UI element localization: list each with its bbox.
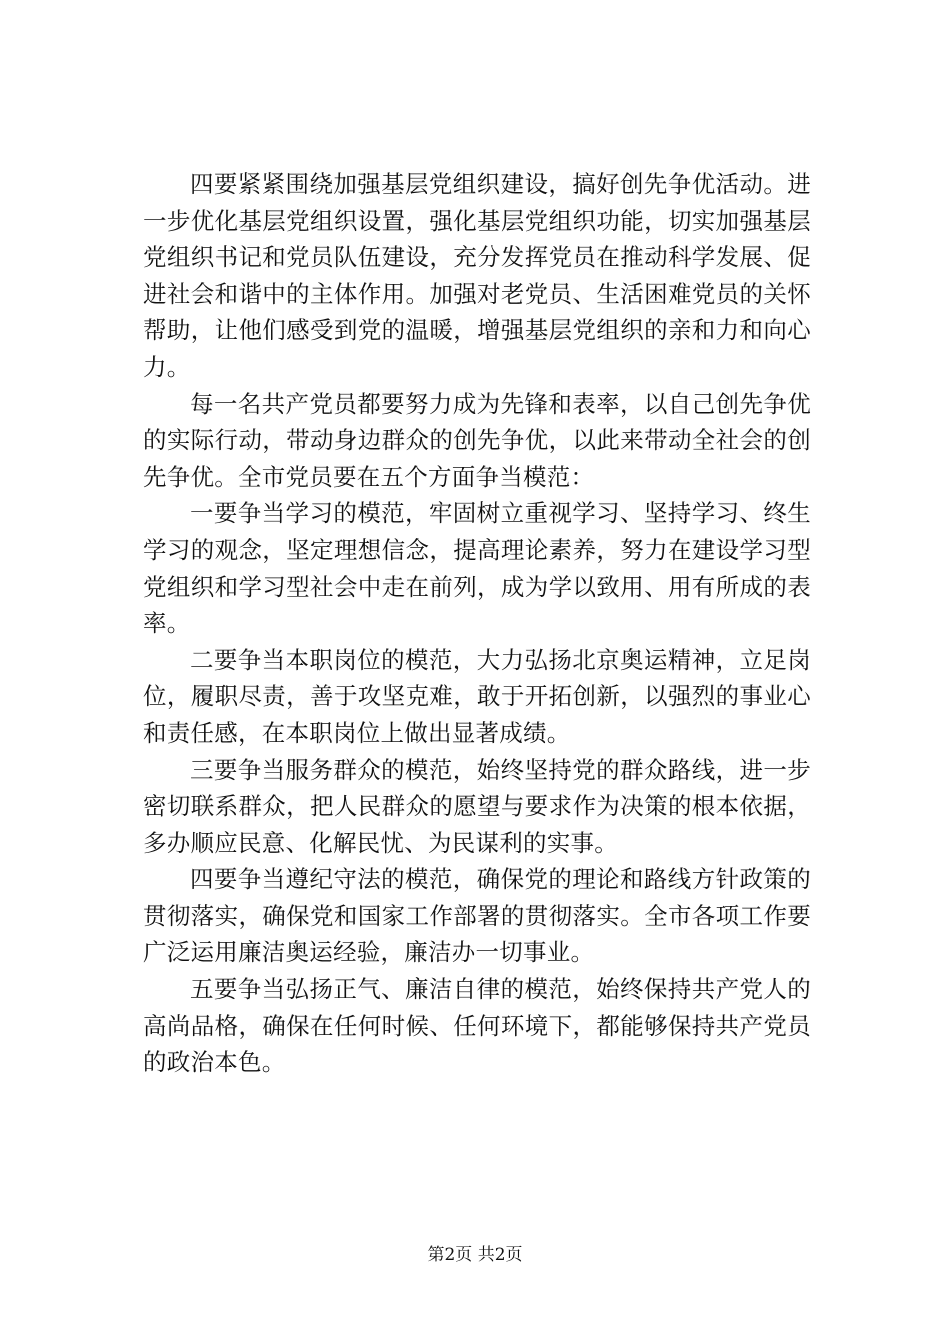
- page-footer: [0, 1244, 950, 1266]
- paragraph-6: 四要争当遵纪守法的模范，确保党的理论和路线方针政策的贯彻落实，确保党和国家工作部署的贯彻落实。全市各项工作要广泛运用廉洁奥运经验，廉洁办一切事业。: [143, 865, 811, 967]
- page-number-label: 第2页 共2页: [427, 1245, 523, 1265]
- paragraph-7: 五要争当弘扬正气、廉洁自律的模范，始终保持共产党人的高尚品格，确保在任何时候、任何环境下，都能够保持共产党员的政治本色。: [143, 975, 811, 1077]
- paragraph-4: 二要争当本职岗位的模范，大力弘扬北京奥运精神，立足岗位，履职尽责，善于攻坚克难，敢于开拓创新，以强烈的事业心和责任感，在本职岗位上做出显著成绩。: [143, 645, 811, 747]
- document-body: [143, 166, 811, 1081]
- paragraph-2: 每一名共产党员都要努力成为先锋和表率，以自己创先争优的实际行动，带动身边群众的创先争优，以此来带动全社会的创先争优。全市党员要在五个方面争当模范：: [143, 389, 811, 491]
- paragraph-3: 一要争当学习的模范，牢固树立重视学习、坚持学习、终生学习的观念，坚定理想信念，提高理论素养，努力在建设学习型党组织和学习型社会中走在前列，成为学以致用、用有所成的表率。: [143, 499, 811, 638]
- paragraph-1: 四要紧紧围绕加强基层党组织建设，搞好创先争优活动。进一步优化基层党组织设置，强化基层党组织功能，切实加强基层党组织书记和党员队伍建设，充分发挥党员在推动科学发展、促进社会和谐中的主体作用。加强对老党员、生活困难党员的关怀帮助，让他们感受到党的温暖，增强基层党组织的亲和力和向心力。: [143, 170, 811, 381]
- paragraph-5: 三要争当服务群众的模范，始终坚持党的群众路线，进一步密切联系群众，把人民群众的愿望与要求作为决策的根本依据，多办顺应民意、化解民忧、为民谋利的实事。: [143, 755, 811, 857]
